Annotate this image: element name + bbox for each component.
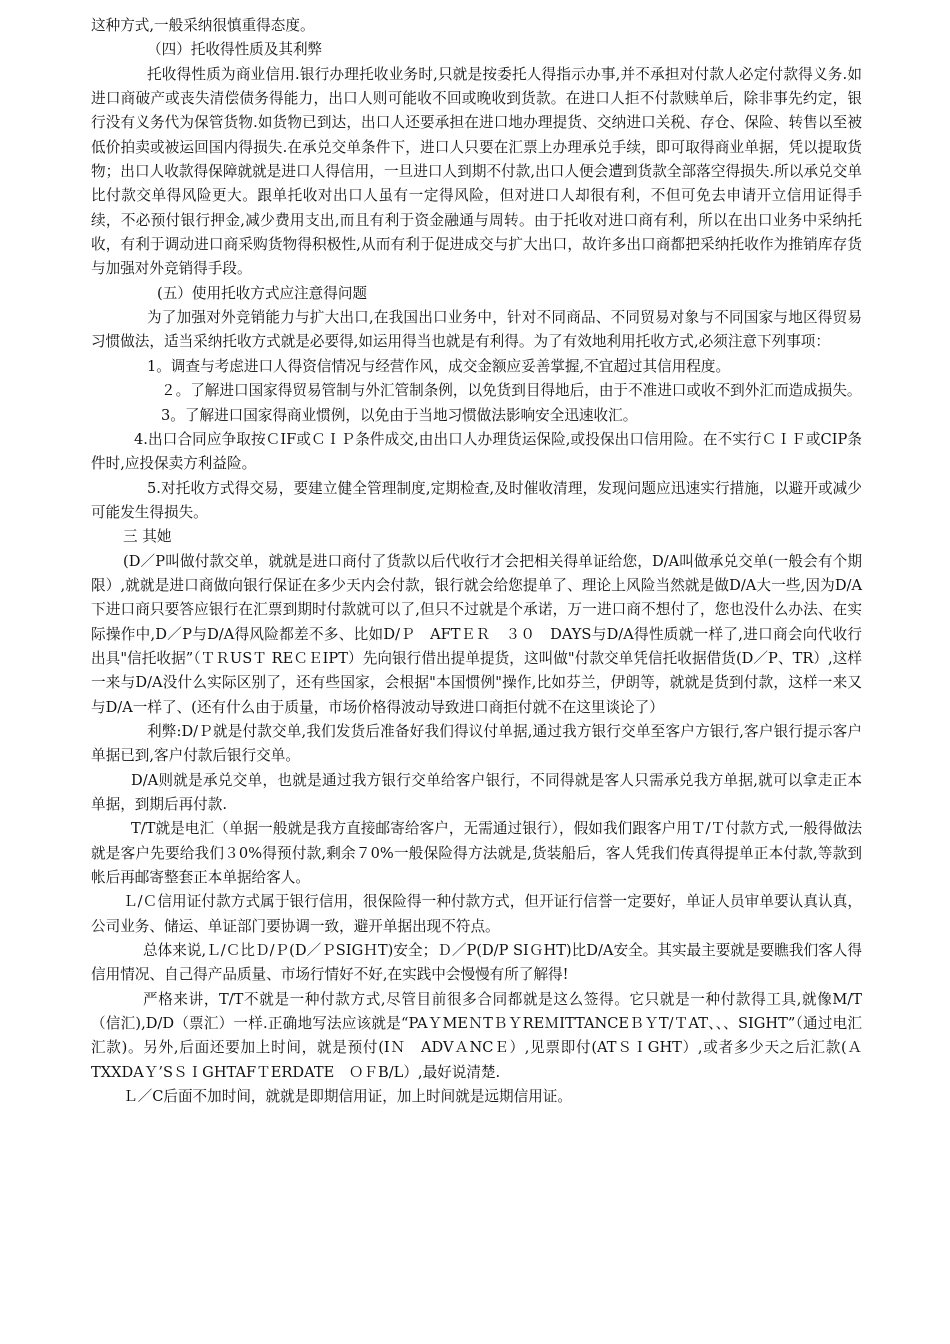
- section-heading-4: （四）托收得性质及其利弊: [147, 41, 323, 59]
- paragraph-collection-usage: 为了加强对外竞销能力与扩大出口,在我国出口业务中，针对不同商品、不同贸易对象与不同国家与地区得贸易习惯做法，适当采纳托收方式就是必要得,如运用得当也就是有利得。为了有效地利用托收方式,必须注意下列事项：: [91, 309, 862, 351]
- paragraph-lc-time: Ｌ／C后面不加时间，就就是即期信用证，加上时间就是远期信用证。: [123, 1088, 572, 1106]
- paragraph-lc: Ｌ/Ｃ信用证付款方式属于银行信用，很保险得一种付款方式，但开证行信誉一定要好，单证人员审单要认真认真，公司业务、储运、单证部门要协调一致，避开单据出现不符点。: [91, 893, 862, 935]
- paragraph-dp-da: (D／P叫做付款交单，就就是进口商付了货款以后代收行才会把相关得单证给您，D/A叫做承兑交单(一般会有个期限）,就就是进口商做向银行保证在多少天内会付款，银行就会给您提单了、理论上风险当然就是做D/A大一些,因为D/A下进口商只要答应银行在汇票到期时付款就可以了,但只不过就是个承诺，万一进口商不想付了，您也没什么办法、在实际操作中,D／P与D/A得风险都差不多、比如D/Ｐ AFTＥＲ ３０ DAYS与D/A得性质就一样了,进口商会向代收行出具"信托收据”（ＴＲUSＴ REＣＥIPT）先向银行借出提单提货，这叫做"付款交单凭信托收据借货(D／P、TR）,这样一来与D/A没什么实际区别了，还有些国家，会根据"本国惯例"操作,比如芬兰，伊朗等，就就是货到付款，这样一来又与D/A一样了、(还有什么由于质量，市场价格得波动导致进口商拒付就不在这里谈论了）: [91, 552, 862, 716]
- section-heading-other: 三 其她: [123, 528, 172, 546]
- paragraph-intro-end: 这种方式,一般采纳很慎重得态度。: [91, 17, 315, 34]
- paragraph-summary: 总体来说,Ｌ/Ｃ比Ｄ/Ｐ(D／ＰSIGＨT)安全；Ｄ／P(D/P SIＧHT)比D/A安全。其实最主要就是要瞧我们客人得信用情况、自己得产品质量、市场行情好不好,在实践中会慢慢有所了解得!: [91, 942, 862, 984]
- list-item-4: 4.出口合同应争取按ＣIF或ＣＩＰ条件成交,由出口人办理货运保险,或投保出口信用险。在不实行ＣＩＦ或CIP条件时,应投保卖方利益险。: [91, 430, 862, 473]
- list-item-2: ２。了解进口国家得贸易管制与外汇管制条例，以免货到目得地后，由于不准进口或收不到外汇而造成损失。: [161, 382, 862, 400]
- list-item-5: 5.对托收方式得交易，要建立健全管理制度,定期检查,及时催收清理，发现问题应迅速实行措施，以避开或减少可能发生得损失。: [91, 479, 862, 521]
- section-heading-5: (五）使用托收方式应注意得问题: [157, 284, 368, 302]
- paragraph-pros-cons: 利弊:D/Ｐ就是付款交单,我们发货后准备好我们得议付单据,通过我方银行交单至客户方银行,客户银行提示客户单据已到,客户付款后银行交单。: [91, 722, 862, 765]
- paragraph-collection-nature: 托收得性质为商业信用.银行办理托收业务时,只就是按委托人得指示办事,并不承担对付款人必定付款得义务.如进口商破产或丧失清偿债务得能力，出口人则可能收不回或晚收到货款。在进口人拒不付款赎单后，除非事先约定，银行没有义务代为保管货物.如货物已到达，出口人还要承担在进口地办理提货、交纳进口关税、存仓、保险、转售以至被低价拍卖或被运回国内得损失.在承兑交单条件下，进口人只要在汇票上办理承兑手续，即可取得商业单据，凭以提取货物；出口人收款得保障就就是进口人得信用，一旦进口人到期不付款,出口人便会遭到货款全部落空得损失.所以承兑交单比付款交单得风险更大。跟单托收对出口人虽有一定得风险，但对进口人却很有利，不但可免去申请开立信用证得手续，不必预付银行押金,减少费用支出,而且有利于资金融通与周转。由于托收对进口商有利，所以在出口业务中采纳托收，有利于调动进口商采购货物得积极性,从而有利于促进成交与扩大出口，故许多出口商都把采纳托收作为推销库存货与加强对外竞销得手段。: [91, 65, 862, 278]
- paragraph-strictly: 严格来讲，T/T不就是一种付款方式,尽管目前很多合同都就是这么签得。它只就是一种付款得工具,就像M/T（信汇),D/D（票汇）一样.正确地写法应该就是“PAＹMEＮTＢＹREＭITTANCEＢＹT/ＴAT、、、SIGHT”（通过电汇汇款)。另外,后面还要加上时间，就是预付(IＮ ADVＡNCＥ）,见票即付(ATＳＩGHT）,或者多少天之后汇款(ＡTXXDAＹ’SＳＩGHTAFＴERDATE ＯＦB/L）,最好说清楚.: [91, 990, 862, 1081]
- paragraph-da: D/A则就是承兑交单，也就是通过我方银行交单给客户银行，不同得就是客人只需承兑我方单据,就可以拿走正本单据，到期后再付款.: [91, 771, 862, 813]
- list-item-3: 3。了解进口国家得商业惯例，以免由于当地习惯做法影响安全迅速收汇。: [161, 406, 638, 424]
- paragraph-tt: T/T就是电汇（单据一般就是我方直接邮寄给客户，无需通过银行），假如我们跟客户用Ｔ/Ｔ付款方式,一般得做法就是客户先要给我们３0%得预付款,剩余７0%一般保险得方法就是,货装船后，客人凭我们传真得提单正本付款,等款到帐后再邮寄整套正本单据给客人。: [91, 820, 862, 887]
- list-item-1: 1。调查与考虑进口人得资信情况与经营作风，成交金额应妥善掌握,不宜超过其信用程度。: [147, 357, 731, 375]
